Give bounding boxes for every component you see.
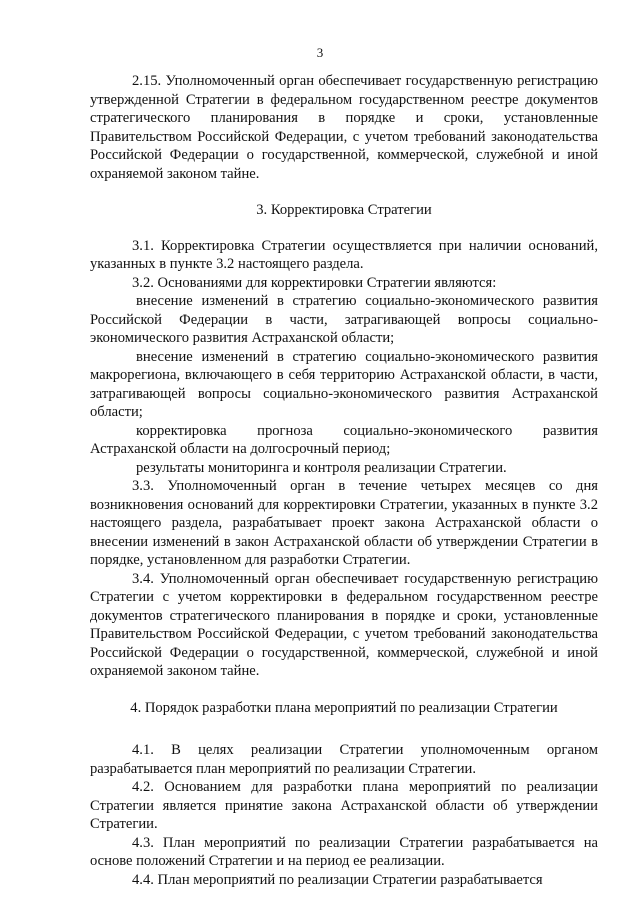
paragraph-3-1: 3.1. Корректировка Стратегии осуществляется при наличии оснований, указанных в пункте 3.2 настоящего раздела. bbox=[90, 237, 598, 272]
paragraph-4-2: 4.2. Основанием для разработки плана мероприятий по реализации Стратегии является принятие закона Астраханской области об утверждении Стратегии. bbox=[90, 779, 598, 832]
basis-item-1: внесение изменений в стратегию социально-экономического развития Российской Федерации в части, затрагивающей вопросы социально-экономического развития Астраханской области; bbox=[90, 293, 598, 346]
paragraph-3-3: 3.3. Уполномоченный орган в течение четырех месяцев со дня возникновения оснований для корректировки Стратегии, указанных в пункте 3.2 настоящего раздела, разрабатывает проект закона Астраханской области о внесении изменений в закон Астраханской области об утверждении Стратегии в порядке, установленном для разработки Стратегии. bbox=[90, 478, 598, 568]
section-3-heading: 3. Корректировка Стратегии bbox=[256, 202, 432, 218]
paragraph-4-1: 4.1. В целях реализации Стратегии уполномоченным органом разрабатывается план мероприятий по реализации Стратегии. bbox=[90, 742, 598, 777]
basis-item-4: результаты мониторинга и контроля реализации Стратегии. bbox=[136, 459, 507, 476]
paragraph-4-3: 4.3. План мероприятий по реализации Стратегии разрабатывается на основе положений Стратегии и на период ее реализации. bbox=[90, 834, 598, 869]
paragraph-4-4: 4.4. План мероприятий по реализации Стратегии разрабатывается bbox=[132, 871, 543, 888]
paragraph-3-4: 3.4. Уполномоченный орган обеспечивает государственную регистрацию Стратегии с учетом корректировки в федеральном государственном реестре документов стратегического планирования в порядке и сроки, установленные Правительством Российской Федерации, с учетом требований законодательства Российской Федерации о государственной, коммерческой, служебной и иной охраняемой законом тайне. bbox=[90, 570, 598, 679]
paragraph-2-15: 2.15. Уполномоченный орган обеспечивает государственную регистрацию утвержденной Стратегии в федеральном государственном реестре документов стратегического планирования в порядке и сроки, установленные Правительством Российской Федерации, с учетом требований законодательства Российской Федерации о государственной, коммерческой, служебной и иной охраняемой законом тайне. bbox=[90, 73, 598, 182]
page-number: 3 bbox=[316, 45, 324, 60]
paragraph-3-2: 3.2. Основаниями для корректировки Стратегии являются: bbox=[132, 274, 497, 291]
basis-item-2: внесение изменений в стратегию социально-экономического развития макрорегиона, включающего в себя территорию Астраханской области, в части, затрагивающей вопросы социально-экономического развития Астраханской области; bbox=[90, 348, 598, 420]
document-body bbox=[90, 72, 598, 889]
basis-item-3: корректировка прогноза социально-экономического развития Астраханской области на долгосрочный период; bbox=[90, 422, 598, 457]
section-4-heading: 4. Порядок разработки плана мероприятий по реализации Стратегии bbox=[130, 699, 558, 716]
